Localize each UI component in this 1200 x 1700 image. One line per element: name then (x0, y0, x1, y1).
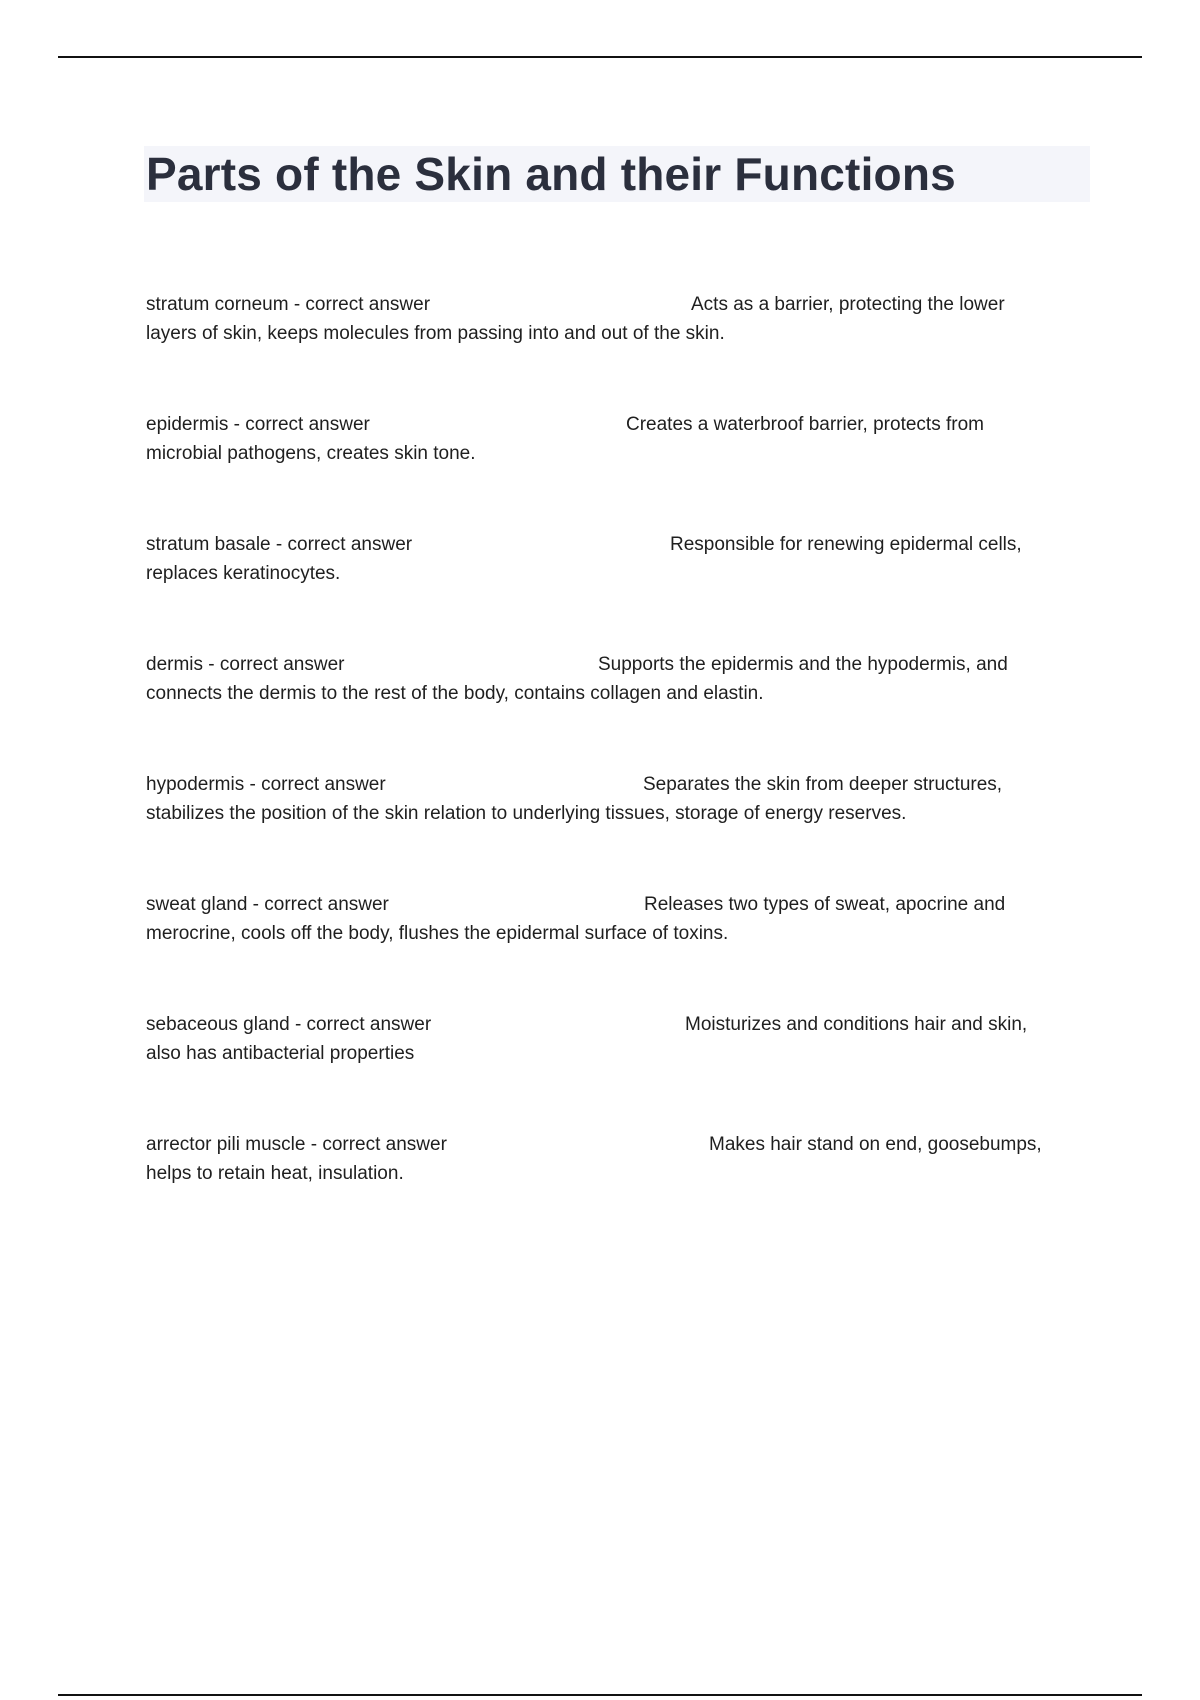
entry-term: sweat gland - correct answer (146, 894, 389, 915)
entry-definition-start: Separates the skin from deeper structures, (643, 774, 1003, 795)
entry-definition-continued: replaces keratinocytes. (146, 563, 341, 584)
entry-arrector-pili-muscle (146, 1130, 1066, 1250)
entry-definition-continued: also has antibacterial properties (146, 1043, 415, 1064)
entry-definition-start: Responsible for renewing epidermal cells, (670, 534, 1022, 555)
entry-hypodermis (146, 770, 1066, 890)
entry-dermis (146, 650, 1066, 770)
entry-list (146, 290, 1066, 1250)
page-title: Parts of the Skin and their Functions (146, 148, 956, 200)
entry-definition-start: Makes hair stand on end, goosebumps, (709, 1134, 1042, 1155)
entry-definition-continued: merocrine, cools off the body, flushes the epidermal surface of toxins. (146, 923, 729, 944)
entry-term: epidermis - correct answer (146, 414, 370, 435)
entry-sebaceous-gland (146, 1010, 1066, 1130)
entry-term: hypodermis - correct answer (146, 774, 386, 795)
entry-term: sebaceous gland - correct answer (146, 1014, 432, 1035)
entry-stratum-basale (146, 530, 1066, 650)
entry-definition-continued: helps to retain heat, insulation. (146, 1163, 404, 1184)
entry-definition-continued: microbial pathogens, creates skin tone. (146, 443, 476, 464)
entry-term: stratum basale - correct answer (146, 534, 413, 555)
entry-term: stratum corneum - correct answer (146, 294, 431, 315)
entry-epidermis (146, 410, 1066, 530)
entry-sweat-gland (146, 890, 1066, 1010)
entry-definition-continued: stabilizes the position of the skin relation to underlying tissues, storage of energy reserves. (146, 803, 907, 824)
entry-term: arrector pili muscle - correct answer (146, 1134, 447, 1155)
entry-term: dermis - correct answer (146, 654, 345, 675)
entry-definition-start: Supports the epidermis and the hypodermis, and (598, 654, 1008, 675)
bottom-rule (58, 1694, 1142, 1696)
entry-definition-continued: layers of skin, keeps molecules from passing into and out of the skin. (146, 323, 725, 344)
entry-definition-start: Creates a waterbroof barrier, protects from (626, 414, 984, 435)
entry-definition-start: Moisturizes and conditions hair and skin, (685, 1014, 1028, 1035)
entry-stratum-corneum (146, 290, 1066, 410)
entry-definition-start: Releases two types of sweat, apocrine and (644, 894, 1006, 915)
entry-definition-continued: connects the dermis to the rest of the body, contains collagen and elastin. (146, 683, 764, 704)
entry-definition-start: Acts as a barrier, protecting the lower (691, 294, 1005, 315)
top-rule (58, 56, 1142, 58)
